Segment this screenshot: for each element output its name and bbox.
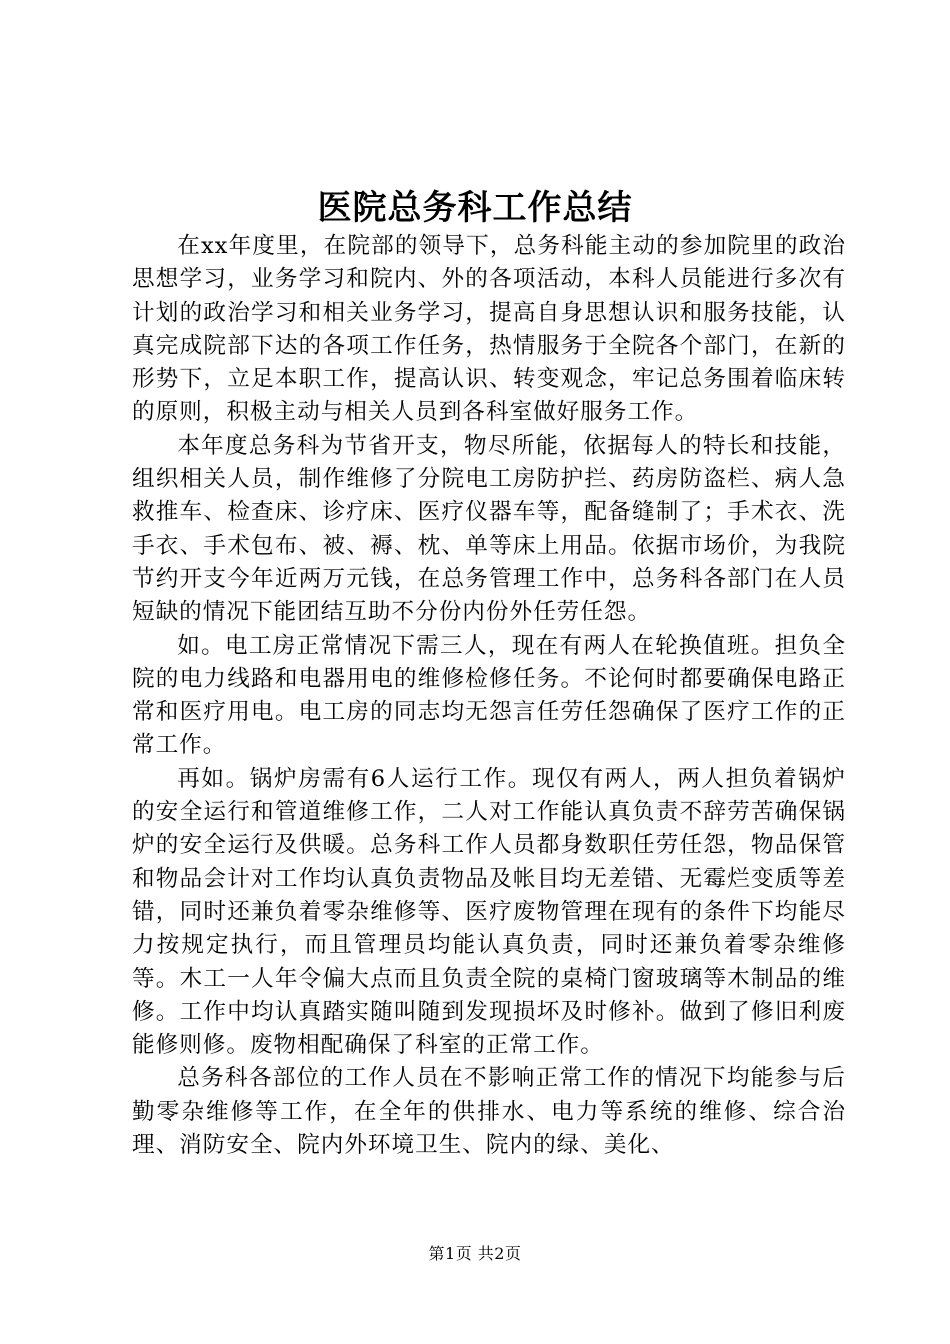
document-body <box>132 230 846 1162</box>
paragraph-1: 在xx年度里，在院部的领导下，总务科能主动的参加院里的政治思想学习，业务学习和院内、外的各项活动，本科人员能进行多次有计划的政治学习和相关业务学习，提高自身思想认识和服务技能，认真完成院部下达的各项工作任务，热情服务于全院各个部门，在新的形势下，立足本职工作，提高认识、转变观念，牢记总务围着临床转的原则，积极主动与相关人员到各科室做好服务工作。 <box>132 233 846 426</box>
page-number-footer: 第1页 共2页 <box>428 1244 522 1263</box>
paragraph-5: 总务科各部位的工作人员在不影响正常工作的情况下均能参与后勤零杂维修等工作，在全年的供排水、电力等系统的维修、综合治理、消防安全、院内外环境卫生、院内的绿、美化、 <box>132 1065 846 1159</box>
document-title: 医院总务科工作总结 <box>317 188 633 228</box>
paragraph-3: 如。电工房正常情况下需三人，现在有两人在轮换值班。担负全院的电力线路和电器用电的维修检修任务。不论何时都要确保电路正常和医疗用电。电工房的同志均无怨言任劳任怨确保了医疗工作的正常工作。 <box>132 632 846 759</box>
paragraph-4: 再如。锅炉房需有6人运行工作。现仅有两人，两人担负着锅炉的安全运行和管道维修工作，二人对工作能认真负责不辞劳苦确保锅炉的安全运行及供暖。总务科工作人员都身数职任劳任怨，物品保管和物品会计对工作均认真负责物品及帐目均无差错、无霉烂变质等差错，同时还兼负着零杂维修等、医疗废物管理在现有的条件下均能尽力按规定执行，而且管理员均能认真负责，同时还兼负着零杂维修等。木工一人年令偏大点而且负责全院的桌椅门窗玻璃等木制品的维修。工作中均认真踏实随叫随到发现损坏及时修补。做到了修旧利废能修则修。废物相配确保了科室的正常工作。 <box>132 765 846 1059</box>
paragraph-2: 本年度总务科为节省开支，物尽所能，依据每人的特长和技能，组织相关人员，制作维修了分院电工房防护拦、药房防盗栏、病人急救推车、检查床、诊疗床、医疗仪器车等，配备缝制了；手术衣、洗手衣、手术包布、被、褥、枕、单等床上用品。依据市场价，为我院节约开支今年近两万元钱，在总务管理工作中，总务科各部门在人员短缺的情况下能团结互助不分份内份外任劳任怨。 <box>132 432 846 626</box>
